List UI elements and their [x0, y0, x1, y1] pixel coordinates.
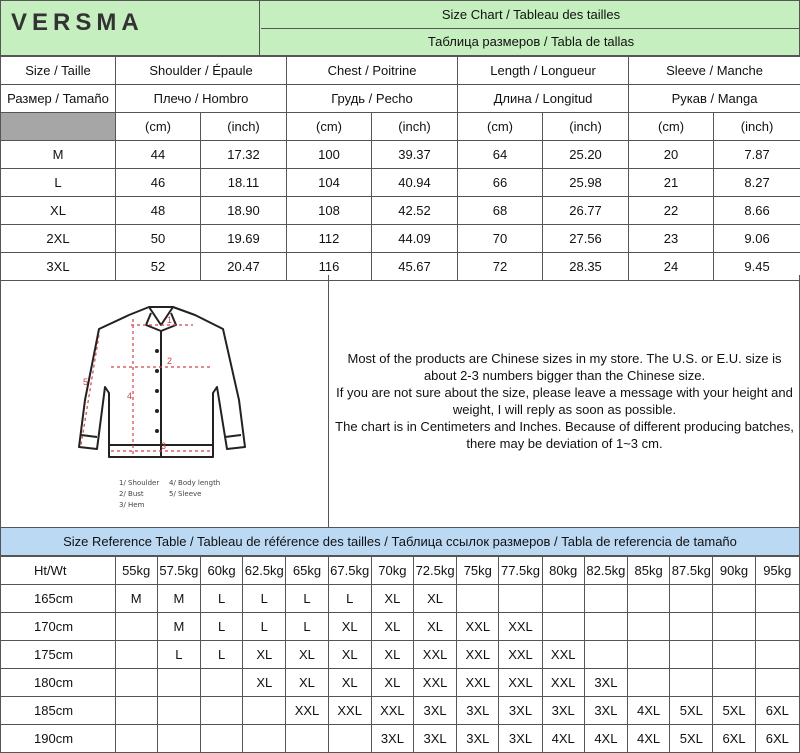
measurement-cell: 19.69 [201, 225, 287, 253]
recommended-size-cell: 3XL [499, 697, 542, 725]
weight-header-cell: 85kg [628, 557, 670, 585]
legend-bust: 2/ Bust [119, 490, 144, 498]
recommended-size-cell: 3XL [413, 725, 456, 753]
size-reference-table [0, 556, 800, 753]
measurement-cell: 25.98 [543, 169, 629, 197]
unit-cell: (cm) [629, 113, 714, 141]
header-cell: Length / Longueur [458, 57, 629, 85]
recommended-size-cell: XXL [371, 697, 413, 725]
size-chart-table [0, 56, 800, 281]
weight-header-cell: 90kg [713, 557, 755, 585]
recommended-size-cell: 3XL [499, 725, 542, 753]
recommended-size-cell [542, 613, 584, 641]
recommended-size-cell [200, 669, 242, 697]
recommended-size-cell: 3XL [413, 697, 456, 725]
recommended-size-cell: L [157, 641, 200, 669]
measurement-cell: 72 [458, 253, 543, 281]
header-cell: Chest / Poitrine [287, 57, 458, 85]
recommended-size-cell: M [115, 585, 157, 613]
brand-logo: VERSMA [11, 9, 144, 37]
unit-cell: (inch) [201, 113, 287, 141]
height-cell: 185cm [1, 697, 116, 725]
measurement-cell: 108 [287, 197, 372, 225]
header-cell: Плечо / Hombro [116, 85, 287, 113]
measurement-cell: 22 [629, 197, 714, 225]
header-cell: Sleeve / Manche [629, 57, 800, 85]
recommended-size-cell [157, 725, 200, 753]
height-cell: 170cm [1, 613, 116, 641]
recommended-size-cell [157, 697, 200, 725]
size-label-cell: 3XL [1, 253, 116, 281]
weight-header-cell: 77.5kg [499, 557, 542, 585]
recommended-size-cell [670, 641, 713, 669]
recommended-size-cell [628, 669, 670, 697]
size-notes [329, 275, 800, 527]
recommended-size-cell: L [328, 585, 371, 613]
size-label-cell: L [1, 169, 116, 197]
measurement-lines [81, 319, 211, 455]
reference-row [1, 697, 800, 725]
reference-row [1, 641, 800, 669]
header-divider [259, 1, 260, 55]
size-label-cell: M [1, 141, 116, 169]
recommended-size-cell [670, 613, 713, 641]
recommended-size-cell: 3XL [457, 697, 499, 725]
recommended-size-cell: XL [328, 641, 371, 669]
recommended-size-cell [115, 697, 157, 725]
recommended-size-cell: 3XL [584, 697, 627, 725]
recommended-size-cell [584, 613, 627, 641]
size-chart-body [1, 141, 800, 281]
recommended-size-cell: L [286, 585, 328, 613]
recommended-size-cell [670, 585, 713, 613]
recommended-size-cell [243, 697, 286, 725]
measurement-cell: 18.11 [201, 169, 287, 197]
recommended-size-cell: L [243, 613, 286, 641]
size-row [1, 225, 800, 253]
recommended-size-cell: XXL [499, 669, 542, 697]
weight-header-cell: 72.5kg [413, 557, 456, 585]
recommended-size-cell: XL [371, 669, 413, 697]
unit-cell: (cm) [458, 113, 543, 141]
recommended-size-cell [755, 669, 799, 697]
header-title-line2: Таблица размеров / Tabla de tallas [261, 34, 800, 49]
recommended-size-cell [713, 585, 755, 613]
recommended-size-cell: XXL [286, 697, 328, 725]
recommended-size-cell: XL [243, 669, 286, 697]
weight-header-cell: 87.5kg [670, 557, 713, 585]
recommended-size-cell: 5XL [670, 697, 713, 725]
unit-cell: (cm) [116, 113, 201, 141]
recommended-size-cell [628, 613, 670, 641]
recommended-size-cell [584, 585, 627, 613]
measurement-cell: 104 [287, 169, 372, 197]
recommended-size-cell [457, 585, 499, 613]
measurement-cell: 44 [116, 141, 201, 169]
recommended-size-cell [713, 613, 755, 641]
measurement-cell: 116 [287, 253, 372, 281]
diagram-legend [119, 479, 220, 509]
measurement-cell: 21 [629, 169, 714, 197]
measurement-cell: 50 [116, 225, 201, 253]
recommended-size-cell [115, 725, 157, 753]
chart-header [0, 0, 800, 56]
recommended-size-cell: XL [328, 669, 371, 697]
recommended-size-cell: 4XL [542, 725, 584, 753]
recommended-size-cell: XXL [457, 613, 499, 641]
recommended-size-cell [670, 669, 713, 697]
recommended-size-cell: XL [413, 613, 456, 641]
weight-header-cell: 65kg [286, 557, 328, 585]
recommended-size-cell [755, 613, 799, 641]
reference-row [1, 669, 800, 697]
measurement-cell: 44.09 [372, 225, 458, 253]
unit-row [1, 113, 800, 141]
recommended-size-cell [157, 669, 200, 697]
unit-cell: (inch) [714, 113, 800, 141]
header-title-line1: Size Chart / Tableau des tailles [261, 7, 800, 22]
recommended-size-cell: 3XL [584, 669, 627, 697]
measurement-cell: 42.52 [372, 197, 458, 225]
recommended-size-cell [115, 613, 157, 641]
recommended-size-cell: XL [243, 641, 286, 669]
measurement-cell: 64 [458, 141, 543, 169]
recommended-size-cell: XXL [499, 613, 542, 641]
measurement-cell: 24 [629, 253, 714, 281]
size-row [1, 197, 800, 225]
size-chart-header-row [1, 57, 800, 85]
header-cell: Рукав / Manga [629, 85, 800, 113]
recommended-size-cell: XXL [542, 669, 584, 697]
marker-3: 3 [161, 441, 166, 451]
measurement-cell: 20 [629, 141, 714, 169]
measurement-cell: 9.45 [714, 253, 800, 281]
recommended-size-cell: XL [286, 669, 328, 697]
recommended-size-cell [499, 585, 542, 613]
recommended-size-cell: 5XL [670, 725, 713, 753]
measurement-cell: 100 [287, 141, 372, 169]
recommended-size-cell [115, 669, 157, 697]
recommended-size-cell [584, 641, 627, 669]
recommended-size-cell [628, 641, 670, 669]
recommended-size-cell: XL [371, 613, 413, 641]
recommended-size-cell: 4XL [584, 725, 627, 753]
unit-cell: (inch) [543, 113, 629, 141]
size-label-cell: 2XL [1, 225, 116, 253]
weight-header-cell: 80kg [542, 557, 584, 585]
recommended-size-cell: XXL [457, 669, 499, 697]
recommended-size-cell: XL [413, 585, 456, 613]
reference-row [1, 725, 800, 753]
header-cell: Размер / Tamaño [1, 85, 116, 113]
recommended-size-cell [713, 641, 755, 669]
measurement-cell: 68 [458, 197, 543, 225]
header-cell: Shoulder / Épaule [116, 57, 287, 85]
legend-sleeve: 5/ Sleeve [169, 490, 202, 498]
recommended-size-cell [713, 669, 755, 697]
measurement-cell: 112 [287, 225, 372, 253]
unit-cell: (cm) [287, 113, 372, 141]
measurement-cell: 20.47 [201, 253, 287, 281]
recommended-size-cell: 3XL [542, 697, 584, 725]
weight-header-cell: 75kg [457, 557, 499, 585]
recommended-size-cell: 3XL [457, 725, 499, 753]
reference-table-title: Size Reference Table / Tableau de référence des tailles / Таблица ссылок размеров / Tabla de referencia de tamaño [0, 528, 800, 556]
legend-shoulder: 1/ Shoulder [119, 479, 159, 487]
recommended-size-cell: XL [328, 613, 371, 641]
marker-4: 4 [127, 391, 132, 401]
jacket-illustration [1, 275, 328, 527]
recommended-size-cell [200, 725, 242, 753]
note-leave-message: If you are not sure about the size, please leave a message with your height and weight, I will reply as soon as possible. [335, 384, 795, 418]
recommended-size-cell [286, 725, 328, 753]
marker-2: 2 [167, 356, 172, 366]
size-row [1, 169, 800, 197]
recommended-size-cell: 6XL [755, 725, 799, 753]
measurement-cell: 25.20 [543, 141, 629, 169]
recommended-size-cell: XXL [542, 641, 584, 669]
weight-header-cell: 82.5kg [584, 557, 627, 585]
measurement-cell: 46 [116, 169, 201, 197]
recommended-size-cell: XXL [457, 641, 499, 669]
weight-header-cell: 62.5kg [243, 557, 286, 585]
recommended-size-cell [243, 725, 286, 753]
measurement-cell: 8.27 [714, 169, 800, 197]
recommended-size-cell [542, 585, 584, 613]
measurement-cell: 40.94 [372, 169, 458, 197]
recommended-size-cell [328, 725, 371, 753]
size-chart-header-row [1, 85, 800, 113]
recommended-size-cell: M [157, 613, 200, 641]
recommended-size-cell [755, 585, 799, 613]
header-cell: Грудь / Pecho [287, 85, 458, 113]
recommended-size-cell: 3XL [371, 725, 413, 753]
note-deviation: The chart is in Centimeters and Inches. Because of different producing batches, there may be deviation of 1~3 cm. [335, 418, 795, 452]
reference-header-row [1, 557, 800, 585]
size-label-cell: XL [1, 197, 116, 225]
weight-header-cell: 70kg [371, 557, 413, 585]
legend-hem: 3/ Hem [119, 501, 145, 509]
unit-cell: (inch) [372, 113, 458, 141]
size-row [1, 141, 800, 169]
recommended-size-cell [755, 641, 799, 669]
reference-table-body [1, 557, 800, 753]
marker-5: 5 [83, 377, 88, 387]
recommended-size-cell [628, 585, 670, 613]
recommended-size-cell: L [286, 613, 328, 641]
height-cell: 180cm [1, 669, 116, 697]
measurement-cell: 9.06 [714, 225, 800, 253]
measurement-cell: 48 [116, 197, 201, 225]
reference-row [1, 585, 800, 613]
height-cell: 175cm [1, 641, 116, 669]
recommended-size-cell: 6XL [713, 725, 755, 753]
recommended-size-cell: 6XL [755, 697, 799, 725]
measurement-cell: 17.32 [201, 141, 287, 169]
recommended-size-cell: L [200, 613, 242, 641]
recommended-size-cell: XL [371, 641, 413, 669]
measurement-cell: 8.66 [714, 197, 800, 225]
measurement-cell: 18.90 [201, 197, 287, 225]
measurement-cell: 39.37 [372, 141, 458, 169]
measurement-cell: 26.77 [543, 197, 629, 225]
recommended-size-cell: XXL [499, 641, 542, 669]
recommended-size-cell: XL [286, 641, 328, 669]
recommended-size-cell: 4XL [628, 697, 670, 725]
measurement-cell: 52 [116, 253, 201, 281]
marker-1: 1 [167, 315, 172, 325]
measurement-cell: 27.56 [543, 225, 629, 253]
measurement-cell: 7.87 [714, 141, 800, 169]
recommended-size-cell: L [200, 585, 242, 613]
recommended-size-cell [115, 641, 157, 669]
note-chinese-sizes: Most of the products are Chinese sizes in my store. The U.S. or E.U. size is about 2-3 numbers bigger than the Chinese size. [335, 350, 795, 384]
buttons [155, 349, 159, 433]
measurement-cell: 66 [458, 169, 543, 197]
header-cell: Длина / Longitud [458, 85, 629, 113]
recommended-size-cell: XL [371, 585, 413, 613]
reference-row [1, 613, 800, 641]
ht-wt-header: Ht/Wt [1, 557, 116, 585]
weight-header-cell: 95kg [755, 557, 799, 585]
diagram-notes-section [0, 275, 800, 528]
recommended-size-cell: L [243, 585, 286, 613]
weight-header-cell: 57.5kg [157, 557, 200, 585]
header-cell: Size / Taille [1, 57, 116, 85]
height-cell: 165cm [1, 585, 116, 613]
header-rule [261, 28, 799, 29]
weight-header-cell: 67.5kg [328, 557, 371, 585]
legend-body-length: 4/ Body length [169, 479, 220, 487]
measurement-cell: 23 [629, 225, 714, 253]
recommended-size-cell: L [200, 641, 242, 669]
measurement-cell: 28.35 [543, 253, 629, 281]
weight-header-cell: 55kg [115, 557, 157, 585]
recommended-size-cell [200, 697, 242, 725]
height-cell: 190cm [1, 725, 116, 753]
recommended-size-cell: 4XL [628, 725, 670, 753]
garment-diagram [1, 275, 329, 527]
measurement-cell: 70 [458, 225, 543, 253]
recommended-size-cell: XXL [413, 641, 456, 669]
recommended-size-cell: M [157, 585, 200, 613]
recommended-size-cell: 5XL [713, 697, 755, 725]
recommended-size-cell: XXL [328, 697, 371, 725]
gray-placeholder-cell [1, 113, 116, 141]
measurement-cell: 45.67 [372, 253, 458, 281]
weight-header-cell: 60kg [200, 557, 242, 585]
recommended-size-cell: XXL [413, 669, 456, 697]
